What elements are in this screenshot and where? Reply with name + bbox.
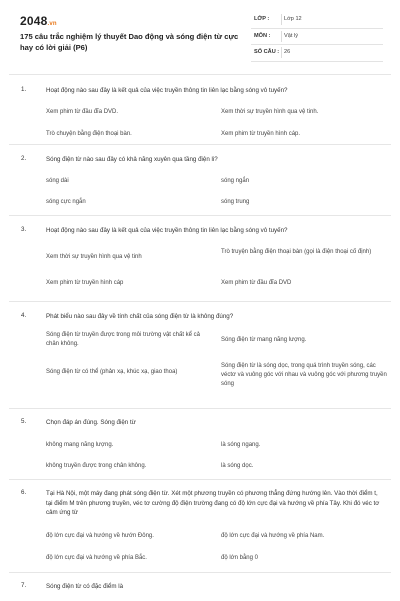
meta-divider xyxy=(281,31,282,42)
question-item xyxy=(9,215,391,302)
option-b[interactable]: là sóng ngang. xyxy=(221,442,261,448)
meta-divider xyxy=(281,47,282,58)
option-b[interactable]: sóng ngắn xyxy=(221,178,250,184)
page-header xyxy=(0,0,400,62)
site-logo[interactable] xyxy=(20,14,57,28)
question-item xyxy=(9,408,391,484)
question-item xyxy=(9,144,391,220)
page-title: 175 câu trắc nghiệm lý thuyết Dao động và sóng điện từ cực hay có lời giải (P6) xyxy=(20,32,239,52)
option-a[interactable]: Xem phim từ đầu đĩa DVD. xyxy=(46,109,119,115)
option-a[interactable]: Xem thời sự truyền hình qua vệ tinh xyxy=(46,254,142,260)
meta-value: Vật lý xyxy=(284,32,298,39)
question-text: Hoạt động nào sau đây là kết quả của việc truyền thông tin liên lạc bằng sóng vô tuyến? xyxy=(46,227,288,234)
meta-value: Lớp 12 xyxy=(284,16,302,22)
option-b[interactable]: Xem thời sự truyền hình qua vệ tinh. xyxy=(221,109,319,115)
meta-value: 26 xyxy=(284,49,291,55)
option-c[interactable]: độ lớn cực đại và hướng về phía Bắc. xyxy=(46,555,147,561)
meta-table xyxy=(251,12,383,62)
meta-row-subject xyxy=(251,29,383,46)
option-b[interactable]: Trò truyện bằng điện thoại bàn (gọi là điện thoại cố định) xyxy=(221,249,372,255)
question-item xyxy=(9,74,391,151)
question-number: 4. xyxy=(21,312,27,319)
option-a[interactable]: độ lớn cực đại và hướng về hướn Đông. xyxy=(46,533,154,539)
logo-tld: .vn xyxy=(47,21,57,27)
option-a[interactable]: Sóng điện từ truyền được trong môi trường vật chất kể cả chân không. xyxy=(46,332,200,348)
question-text: Sóng điện từ có đặc điểm là xyxy=(46,583,124,590)
meta-key: LỚP : xyxy=(254,16,270,22)
question-number: 3. xyxy=(21,226,27,233)
question-text: Tại Hà Nội, một máy đang phát sóng điện từ. Xét một phương truyền có phương thẳng đứng hướng lên. Vào thời điểm t, tại điểm M trên phương truyền, véc tơ cường độ điện trường đang có độ lớn cực đại và hướng về phía Tây. Khi đó véc tơ cảm ứng từ xyxy=(46,490,380,517)
option-b[interactable]: độ lớn cực đại và hướng về phía Nam. xyxy=(221,533,325,539)
option-d[interactable]: Xem phim từ đầu đĩa DVD xyxy=(221,280,292,286)
option-c[interactable]: Sóng điện từ có thể (phản xạ, khúc xạ, giao thoa) xyxy=(46,369,178,375)
question-text: Chọn đáp án đúng. Sóng điện từ xyxy=(46,419,136,426)
option-d[interactable]: Xem phim từ truyền hình cáp. xyxy=(221,131,301,137)
option-c[interactable]: sóng cực ngắn xyxy=(46,199,86,205)
question-text: Hoạt động nào sau đây là kết quả của việc truyền thông tin liên lạc bằng sóng vô tuyến? xyxy=(46,87,288,94)
option-a[interactable]: không mang năng lượng. xyxy=(46,442,114,448)
question-number: 5. xyxy=(21,418,27,425)
option-c[interactable]: không truyền được trong chân không. xyxy=(46,463,147,469)
meta-key: MÔN : xyxy=(254,32,271,39)
question-number: 1. xyxy=(21,86,27,93)
question-text: Sóng điện từ nào sau đây có khả năng xuyên qua tầng điện li? xyxy=(46,156,218,163)
option-d[interactable]: Sóng điện từ là sóng dọc, trong quá trình truyền sóng, các véctơ và vuông góc với nhau và vuông góc với phương truyền sóng xyxy=(221,363,387,388)
option-d[interactable]: sóng trung xyxy=(221,199,250,205)
question-item xyxy=(9,479,391,573)
question-number: 6. xyxy=(21,489,27,496)
option-a[interactable]: sóng dài xyxy=(46,178,69,184)
option-c[interactable]: Xem phim từ truyền hình cáp xyxy=(46,280,124,286)
option-b[interactable]: Sóng điện từ mang năng lượng. xyxy=(221,337,307,343)
question-text: Phát biểu nào sau đây về tính chất của sóng điện từ là không đúng? xyxy=(46,313,234,320)
option-d[interactable]: là sóng dọc. xyxy=(221,463,254,469)
meta-divider xyxy=(281,14,282,25)
option-c[interactable]: Trò chuyện bằng điện thoại bàn. xyxy=(46,131,132,137)
meta-row-count xyxy=(251,45,383,62)
question-item xyxy=(9,572,391,601)
question-number: 7. xyxy=(21,582,27,589)
option-d[interactable]: độ lớn bằng 0 xyxy=(221,555,258,561)
question-number: 2. xyxy=(21,155,27,162)
question-item xyxy=(9,301,391,413)
meta-row-class xyxy=(251,12,383,29)
logo-text: 2048 xyxy=(20,14,48,28)
meta-key: SỐ CÂU : xyxy=(254,49,280,55)
